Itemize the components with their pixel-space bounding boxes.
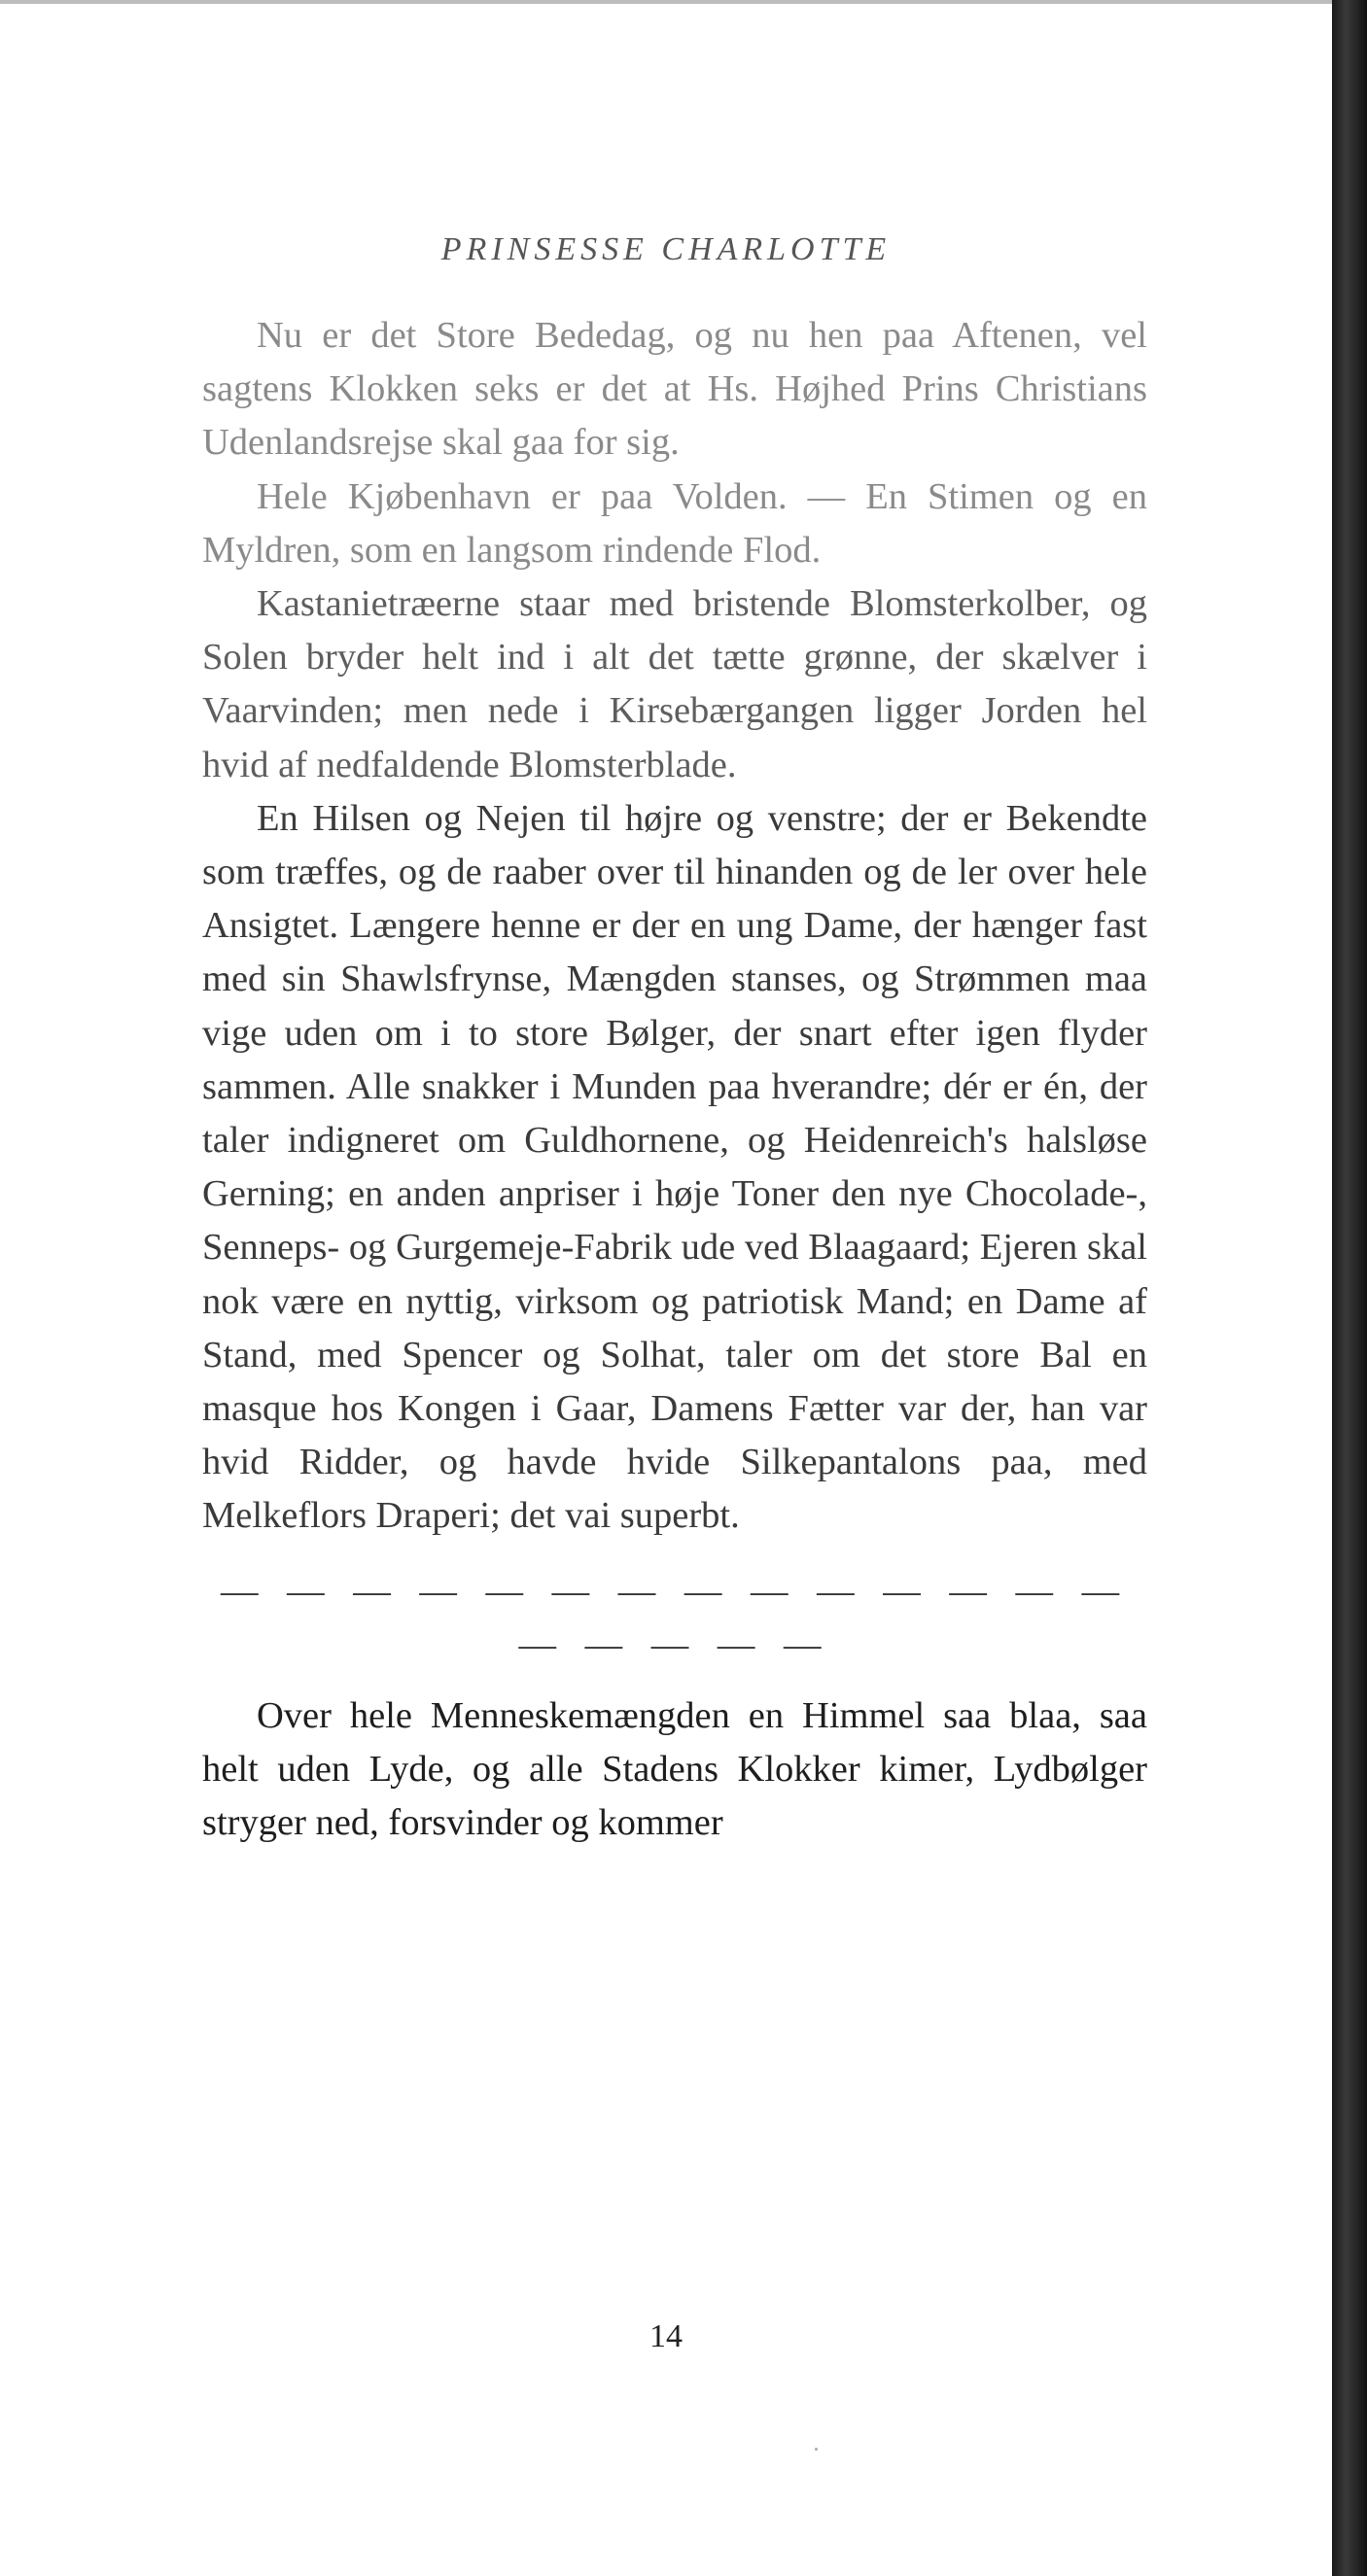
paragraph-1: Nu er det Store Bededag, og nu hen paa Aftenen, vel sagtens Klokken seks er det at Hs. Højhed Prins Christians Udenlandsrejse skal gaa for sig.	[202, 315, 1147, 464]
page-edge-shadow	[1332, 0, 1367, 2576]
paper-speck	[815, 2448, 818, 2451]
body-text	[202, 309, 1147, 1851]
paragraph-4: En Hilsen og Nejen til højre og venstre; der er Bekendte som træffes, og de raaber over til hinanden og de ler over hele Ansigtet. Længere henne er der en ung Dame, der hænger fast med sin Shawlsfrynse, Mængden stanses, og Strømmen maa vige uden om i to store Bølger, der snart efter igen flyder sammen. Alle snakker i Munden paa hverandre; dér er én, der taler indigneret om Guldhornene, og Heidenreich's halsløse Gerning; en anden anpriser i høje Toner den nye Chocolade-, Senneps- og Gurgemeje-Fabrik ude ved Blaagaard; Ejeren skal nok være en nyttig, virksom og patriotisk Mand; en Dame af Stand, med Spencer og Solhat, taler om det store Bal en masque hos Kongen i Gaar, Damens Fætter var der, han var hvid Ridder, og havde hvide Silkepantalons paa, med Melkeflors Draperi; det vai superbt.	[202, 797, 1147, 1537]
page-number: 14	[649, 2318, 683, 2354]
paragraph-5: Over hele Menneskemængden en Himmel saa blaa, saa helt uden Lyde, og alle Stadens Klokker kimer, Lydbølger stryger ned, forsvinder og kommer	[202, 1695, 1147, 1844]
page-top-edge	[0, 0, 1332, 4]
running-title: PRINSESSE CHARLOTTE	[440, 231, 892, 267]
paragraph-2: Hele Kjøbenhavn er paa Volden. — En Stimen og en Myldren, som en langsom rindende Flod.	[202, 475, 1147, 571]
paragraph-3: Kastanietræerne staar med bristende Blomsterkolber, og Solen bryder helt ind i alt det tætte grønne, der skælver i Vaarvinden; men nede i Kirsebærgangen ligger Jorden hel hvid af nedfaldende Blomsterblade.	[202, 583, 1147, 785]
section-separator: — — — — — — — — — — — — — — — — — — —	[220, 1570, 1130, 1665]
